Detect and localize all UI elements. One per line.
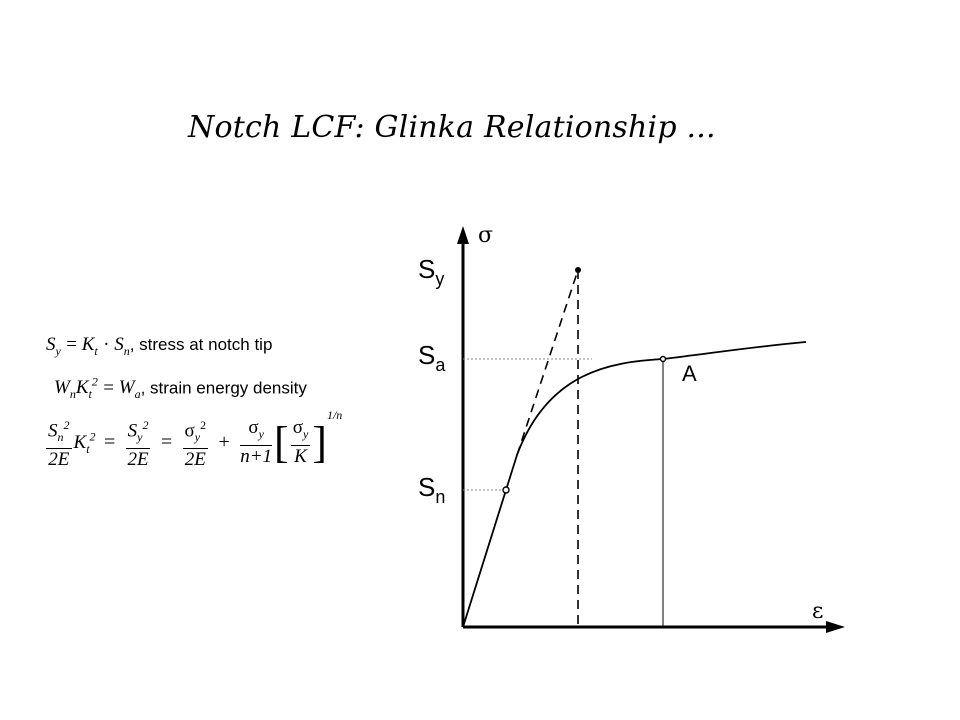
elastic-extension-dashed <box>517 270 578 455</box>
sn-point <box>503 487 509 493</box>
equation-glinka: $\frac{S_n^2}{2E}$ $K_t^2$ = $\frac{S_y^2}{2E}$ = $\frac{\sigma_y^2}{2E}$ + $\frac{\sigma_y}{n+1}$ [ $\frac{\sigma_y}{K}$ ]1/n <box>48 408 343 471</box>
stress-strain-curve <box>463 342 806 627</box>
y-axis-arrow <box>457 226 469 244</box>
label-sa: $S_a$ <box>418 340 446 375</box>
y-axis-label: σ <box>478 223 494 248</box>
x-axis-arrow <box>826 621 845 633</box>
sy-point <box>575 267 581 273</box>
label-sy: $S_y$ <box>418 254 445 289</box>
x-axis-label: ε <box>812 599 824 624</box>
label-sn: $S_n$ <box>418 472 446 507</box>
slide-title: Notch LCF: Glinka Relationship ... <box>188 110 716 145</box>
point-a-marker <box>661 357 666 362</box>
equation-strain-energy-label: , strain energy density <box>140 378 307 398</box>
equation-strain-energy: $W_nK_t^2 = W_a$, strain energy density <box>54 375 307 402</box>
equation-notch-stress: $S_y = K_t \cdot S_n$, stress at notch tip <box>46 334 273 358</box>
point-a-label: A <box>682 361 697 386</box>
equation-notch-stress-label: , stress at notch tip <box>129 335 273 354</box>
